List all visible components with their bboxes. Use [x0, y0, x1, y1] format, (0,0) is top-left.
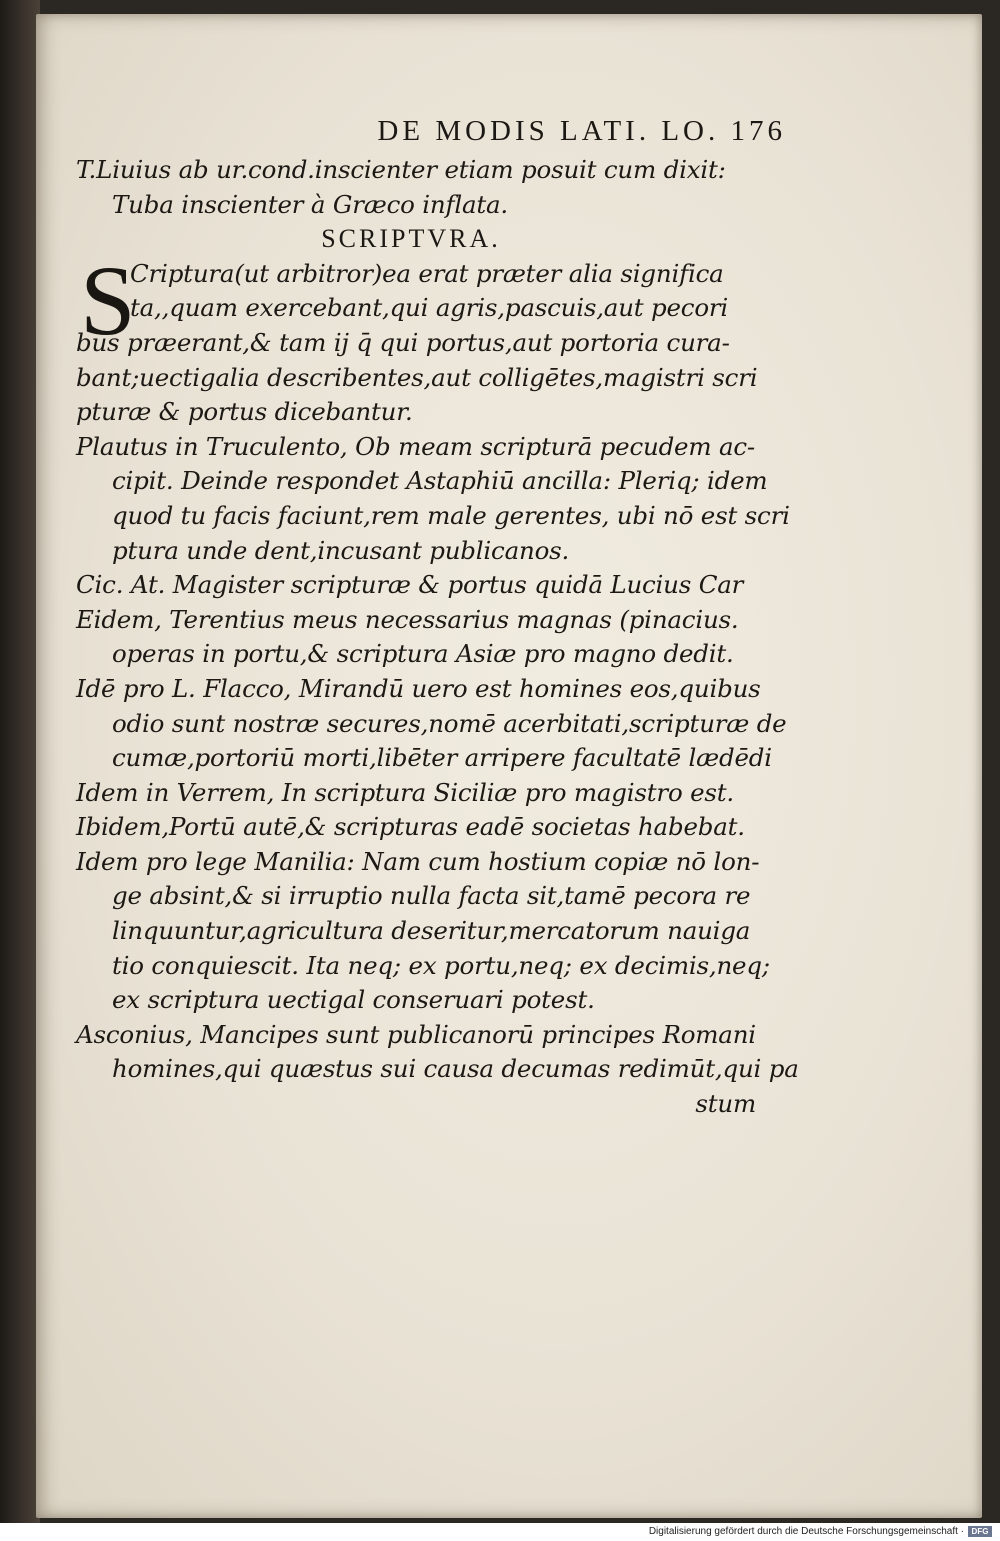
- text-line: Ibidem,Portū autē,& scripturas eadē societas habebat.: [76, 812, 745, 842]
- text-line: Plautus in Truculento, Ob meam scripturā pecudem ac-: [76, 431, 755, 461]
- text-line: Idem pro lege Manilia: Nam cum hostium copiæ nō lon-: [76, 846, 760, 876]
- text-line: ex scriptura uectigal conseruari potest.: [112, 985, 595, 1015]
- text-line: quod tu facis faciunt,rem male gerentes, ubi nō est scri: [112, 500, 790, 530]
- text-line: Asconius, Mancipes sunt publicanorū principes Romani: [76, 1019, 756, 1049]
- text-line: ptura unde dent,incusant publicanos.: [112, 535, 570, 565]
- dfg-logo-icon: DFG: [968, 1526, 992, 1537]
- book-spine: [0, 0, 40, 1541]
- text-line: cumæ,portoriū morti,libēter arripere facultatē lædēdi: [112, 743, 772, 773]
- book-page: [36, 14, 982, 1518]
- text-line: linquuntur,agricultura deseritur,mercatorum nauiga: [112, 916, 751, 946]
- page-text: [76, 109, 806, 1122]
- text-line: ge absint,& si irruptio nulla facta sit,tamē pecora re: [112, 881, 751, 911]
- text-line: operas in portu,& scriptura Asiæ pro magno dedit.: [112, 639, 734, 669]
- text-line: pturæ & portus dicebantur.: [76, 397, 413, 427]
- text-line: cipit. Deinde respondet Astaphiū ancilla: Pleriq; idem: [112, 466, 768, 496]
- running-header: DE MODIS LATI. LO. 176: [377, 115, 786, 147]
- section-title: SCRIPTVRA.: [321, 224, 501, 254]
- text-line: homines,qui quæstus sui causa decumas redimūt,qui pa: [112, 1054, 799, 1084]
- funding-credit: Digitalisierung gefördert durch die Deutsche Forschungsgemeinschaft ·: [648, 1526, 964, 1537]
- text-line: odio sunt nostræ secures,nomē acerbitati,scripturæ de: [112, 708, 787, 738]
- text-line: Idē pro L. Flacco, Mirandū uero est homines eos,quibus: [76, 673, 761, 703]
- text-line: bus præerant,& tam ij q̄ qui portus,aut portoria cura-: [76, 327, 730, 357]
- text-line: tio conquiescit. Ita neq; ex portu,neq; ex decimis,neq;: [112, 950, 770, 980]
- text-line: Tuba inscienter à Græco inflata.: [112, 189, 508, 219]
- catchword: stum: [695, 1089, 756, 1119]
- text-line: Cic. At. Magister scripturæ & portus quidā Lucius Car: [76, 570, 744, 600]
- text-line: Eidem, Terentius meus necessarius magnas (pinacius.: [76, 604, 739, 634]
- text-line: T.Liuius ab ur.cond.inscienter etiam posuit cum dixit:: [76, 155, 726, 184]
- text-line: Idem in Verrem, In scriptura Siciliæ pro magistro est.: [76, 777, 734, 807]
- text-line: bant;uectigalia describentes,aut colligētes,magistri scri: [76, 362, 758, 392]
- text-line: ta,,quam exercebant,qui agris,pascuis,aut pecori: [130, 293, 729, 323]
- text-line: Criptura(ut arbitror)ea erat præter alia significa: [130, 258, 724, 288]
- drop-cap: S: [80, 244, 136, 356]
